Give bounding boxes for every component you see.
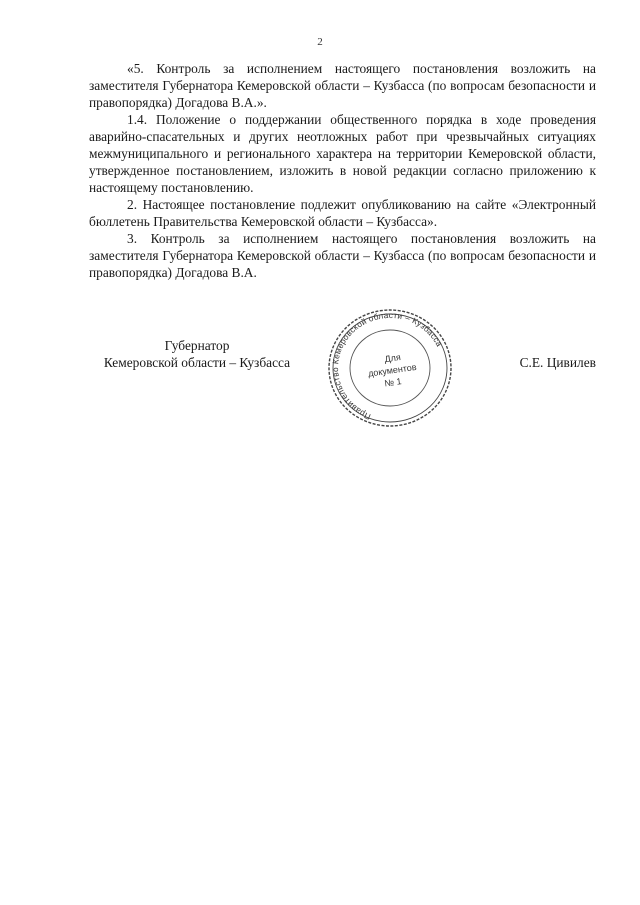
paragraph-3: 3. Контроль за исполнением настоящего постановления возложить на заместителя Губернатора Кемеровской области – Кузбасса (по вопросам безопасности и правопорядка) Догадова В.А. — [89, 231, 596, 280]
seal-center-line1: Для — [383, 352, 402, 365]
seal-center-line3: № 1 — [383, 376, 403, 389]
paragraph-clause-5: «5. Контроль за исполнением настоящего постановления возложить на заместителя Губернатора Кемеровской области – Кузбасса (по вопросам безопасности и правопорядка) Догадова В.А.». — [89, 61, 596, 110]
signatory-title-line1: Губернатор — [164, 338, 230, 353]
seal-ring-text: Правительство Кемеровской области – Кузбасса — [331, 310, 444, 422]
paragraph-1-4: 1.4. Положение о поддержании общественного порядка в ходе проведения аварийно-спасательных и других неотложных работ при чрезвычайных ситуациях межмуниципального и регионального характера на территории Кемеровской области, утвержденное постановлением, изложить в новой редакции согласно приложению к настоящему постановлению. — [89, 112, 596, 195]
signatory-name: С.Е. Цивилев — [519, 355, 596, 370]
paragraph-2: 2. Настоящее постановление подлежит опубликованию на сайте «Электронный бюллетень Правительства Кемеровской области – Кузбасса». — [89, 197, 596, 229]
signatory-title — [88, 337, 306, 371]
official-seal-stamp — [316, 306, 464, 430]
signatory-title-line2: Кемеровской области – Кузбасса — [103, 355, 291, 370]
page-number: 2 — [317, 36, 323, 48]
seal-center-line2: документов — [367, 361, 418, 379]
